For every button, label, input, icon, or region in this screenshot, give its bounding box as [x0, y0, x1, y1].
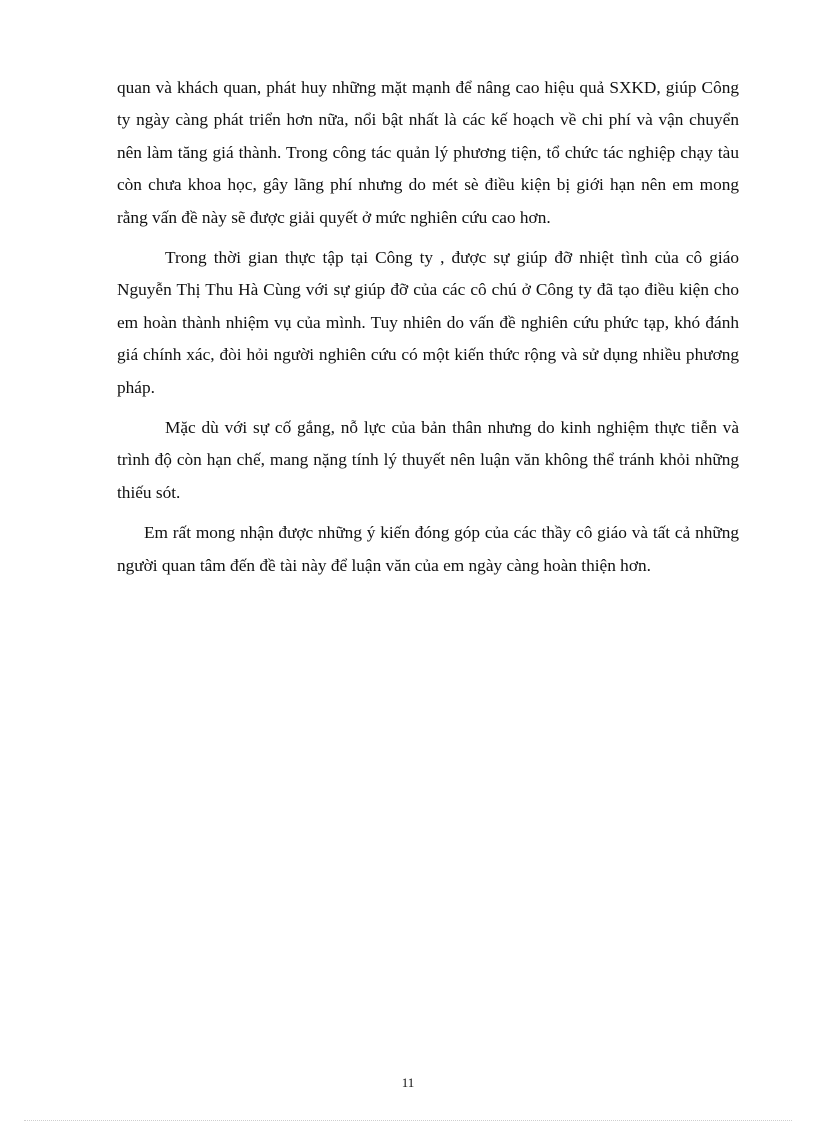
- page-bottom-divider: [24, 1120, 792, 1121]
- body-text: [117, 72, 739, 582]
- paragraph-continuation: quan và khách quan, phát huy những mặt mạnh để nâng cao hiệu quả SXKD, giúp Công ty ngày càng phát triển hơn nữa, nổi bật nhất là các kế hoạch về chi phí và vận chuyển nên làm tăng giá thành. Trong công tác quản lý phương tiện, tổ chức tác nghiệp chạy tàu còn chưa khoa học, gây lãng phí nhưng do mét sè điều kiện bị giới hạn nên em mong rằng vấn đề này sẽ được giải quyết ở mức nghiên cứu cao hơn.: [117, 78, 739, 227]
- paragraph-request-feedback: Em rất mong nhận được những ý kiến đóng góp của các thầy cô giáo và tất cả những người quan tâm đến đề tài này để luận văn của em ngày càng hoàn thiện hơn.: [117, 523, 739, 575]
- page-number: 11: [401, 1075, 415, 1090]
- paragraph-internship: Trong thời gian thực tập tại Công ty , được sự giúp đỡ nhiệt tình của cô giáo Nguyễn Thị Thu Hà Cùng với sự giúp đỡ của các cô chú ở Công ty đã tạo điều kiện cho em hoàn thành nhiệm vụ của mình. Tuy nhiên do vấn đề nghiên cứu phức tạp, khó đánh giá chính xác, đòi hỏi người nghiên cứu có một kiến thức rộng và sử dụng nhiều phương pháp.: [117, 248, 739, 397]
- paragraph-limitations: Mặc dù với sự cố gắng, nỗ lực của bản thân nhưng do kinh nghiệm thực tiễn và trình độ còn hạn chế, mang nặng tính lý thuyết nên luận văn không thể tránh khỏi những thiếu sót.: [117, 418, 739, 502]
